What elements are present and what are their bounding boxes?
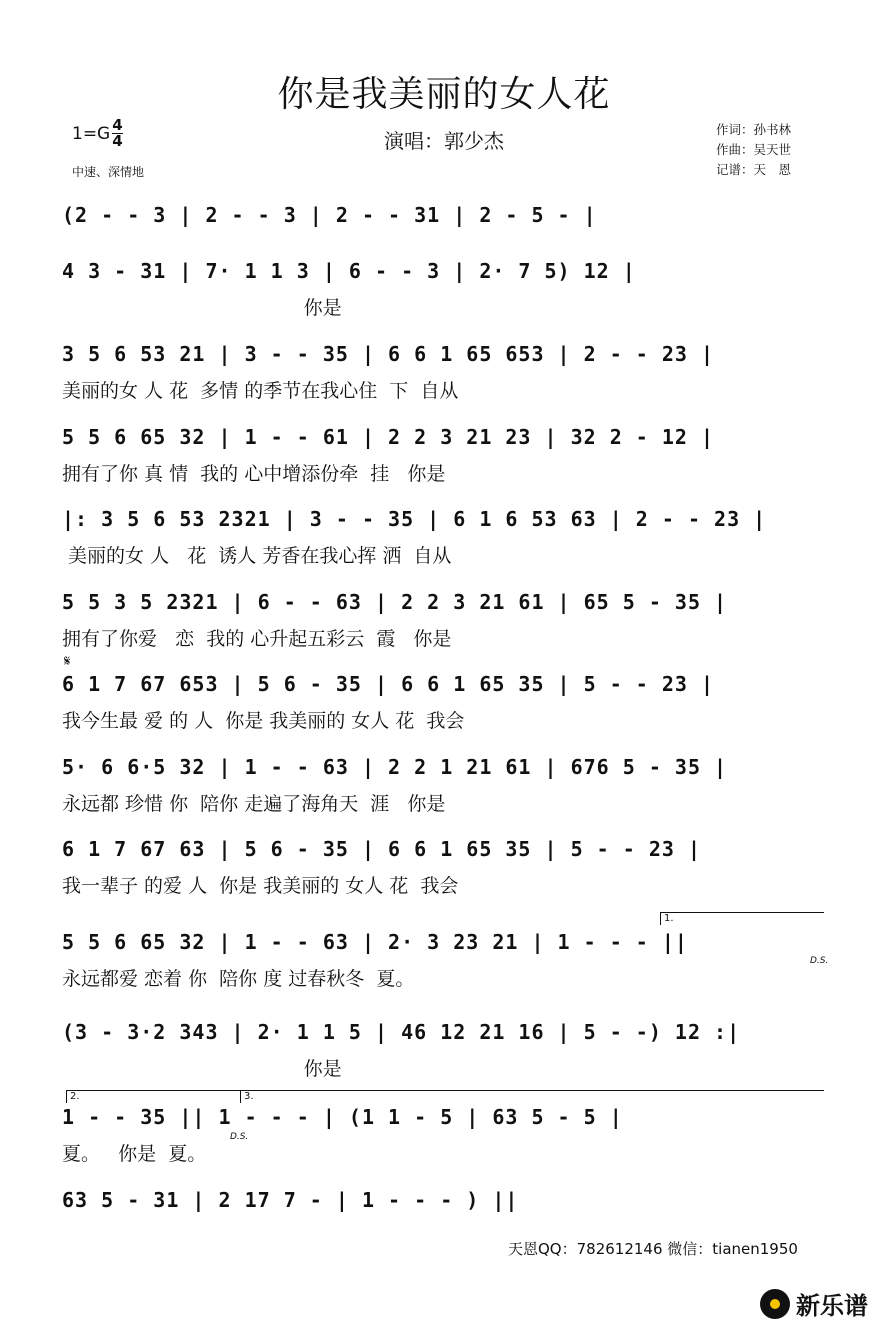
system-lyrics: 我一辈子 的爱 人 你是 我美丽的 女人 花 我会: [62, 875, 459, 897]
system-notes: 3 5 6 53 21 | 3 - - 35 | 6 6 1 65 653 | 2 - - 23 |: [62, 342, 715, 366]
time-signature: [112, 118, 122, 149]
system-lyrics: 我今生最 爱 的 人 你是 我美丽的 女人 花 我会: [62, 710, 465, 732]
system-notes: 1 - - 35 || 1 - - - | (1 1 - 5 | 63 5 - 5 |: [62, 1105, 623, 1129]
credit-transcriber: 记谱：天 恩: [716, 162, 792, 177]
system-notes: 5 5 3 5 2321 | 6 - - 63 | 2 2 3 21 61 | 65 5 - 35 |: [62, 590, 728, 614]
time-unit: 4: [112, 132, 123, 150]
page-title: 你是我美丽的女人花: [277, 74, 611, 115]
site-logo[interactable]: [760, 1286, 868, 1321]
segno-mark: 𝄋: [64, 652, 71, 670]
system-notes: (2 - - 3 | 2 - - 3 | 2 - - 31 | 2 - 5 - |: [62, 203, 597, 227]
system-lyrics: 拥有了你 真 情 我的 心中增添份牵 挂 你是: [62, 463, 446, 485]
record-disc-icon: [760, 1289, 790, 1319]
ending-bracket-2: 2.: [66, 1090, 240, 1103]
ending-bracket-3: 3.: [240, 1090, 824, 1103]
system-lyrics: 拥有了你爱 恋 我的 心升起五彩云 霞 你是: [62, 628, 452, 650]
system-lyrics: 美丽的女 人 花 多情 的季节在我心住 下 自从: [62, 380, 459, 402]
system-notes: 5 5 6 65 32 | 1 - - 63 | 2· 3 23 21 | 1 - - - ||: [62, 930, 688, 954]
system-lyrics: 你是: [62, 297, 342, 319]
system-lyrics: 美丽的女 人 花 诱人 芳香在我心挥 洒 自从: [62, 545, 452, 567]
site-logo-text: 新乐谱: [796, 1292, 868, 1320]
system-notes: 5 5 6 65 32 | 1 - - 61 | 2 2 3 21 23 | 32 2 - 12 |: [62, 425, 715, 449]
system-lyrics: 永远都爱 恋着 你 陪你 度 过春秋冬 夏。: [62, 968, 415, 990]
contact-info: 天恩QQ：782612146 微信：tianen1950: [508, 1240, 798, 1258]
system-lyrics: 你是: [62, 1058, 342, 1080]
system-notes: |: 3 5 6 53 2321 | 3 - - 35 | 6 1 6 53 63 | 2 - - 23 |: [62, 507, 767, 531]
ds-mark: D.S.: [810, 956, 829, 966]
key-signature: [72, 118, 123, 149]
key-label: 1=G: [72, 123, 111, 144]
system-lyrics: 夏。 你是 夏。: [62, 1143, 207, 1165]
system-notes: 63 5 - 31 | 2 17 7 - | 1 - - - ) ||: [62, 1188, 519, 1212]
tempo-marking: 中速、深情地: [72, 165, 145, 179]
time-beats: 4: [112, 116, 123, 134]
credits: [716, 120, 791, 180]
system-notes: 6 1 7 67 63 | 5 6 - 35 | 6 6 1 65 35 | 5 - - 23 |: [62, 837, 702, 861]
singer-line: 演唱：郭少杰: [384, 129, 504, 153]
system-notes: 5· 6 6·5 32 | 1 - - 63 | 2 2 1 21 61 | 676 5 - 35 |: [62, 755, 728, 779]
system-notes: 4 3 - 31 | 7· 1 1 3 | 6 - - 3 | 2· 7 5) 12 |: [62, 259, 636, 283]
system-notes: 6 1 7 67 653 | 5 6 - 35 | 6 6 1 65 35 | 5 - - 23 |: [62, 672, 715, 696]
credit-lyricist: 作词：孙书林: [716, 122, 792, 137]
credit-composer: 作曲：吴天世: [716, 142, 792, 157]
system-notes: (3 - 3·2 343 | 2· 1 1 5 | 46 12 21 16 | 5 - -) 12 :|: [62, 1020, 741, 1044]
ds-mark: D.S.: [230, 1132, 249, 1142]
ending-bracket-1: 1.: [660, 912, 824, 925]
system-lyrics: 永远都 珍惜 你 陪你 走遍了海角天 涯 你是: [62, 793, 446, 815]
